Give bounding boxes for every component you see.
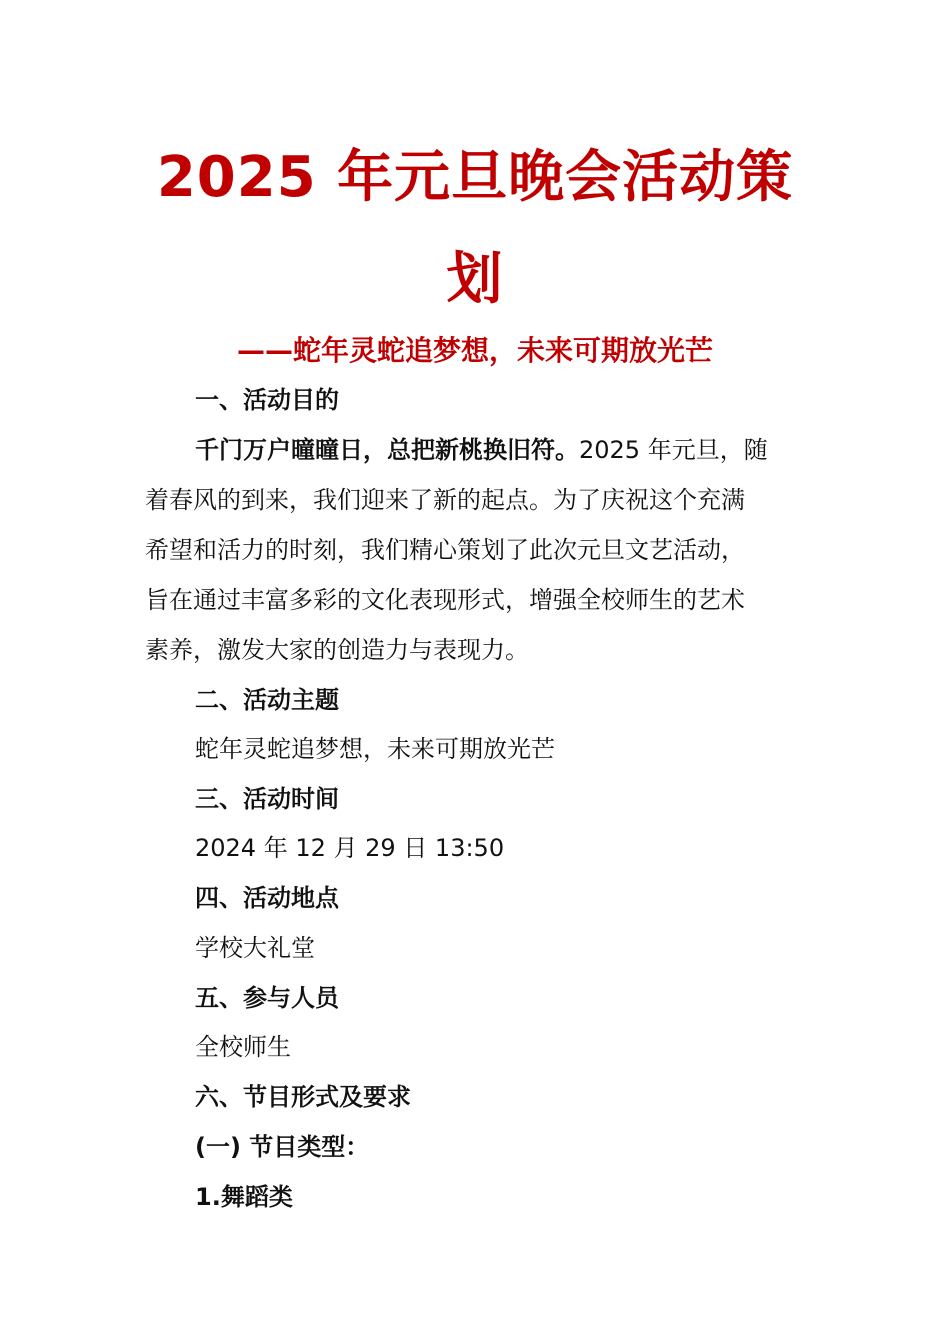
section-heading-participants: 五、参与人员 xyxy=(195,984,339,1012)
section-heading-purpose: 一、活动目的 xyxy=(195,386,339,414)
document-title-line-2: 划 xyxy=(446,247,504,312)
purpose-paragraph-line-2: 着春风的到来，我们迎来了新的起点。为了庆祝这个充满 xyxy=(145,486,745,514)
section-heading-theme: 二、活动主题 xyxy=(195,686,339,714)
location-text: 学校大礼堂 xyxy=(195,934,315,962)
document-title-line-1: 2025 年元旦晚会活动策 xyxy=(156,145,794,210)
subsection-heading-program-types: (一) 节目类型： xyxy=(195,1133,370,1161)
document-subtitle: ——蛇年灵蛇追梦想，未来可期放光芒 xyxy=(236,334,713,367)
purpose-paragraph-line-5: 素养，激发大家的创造力与表现力。 xyxy=(145,636,529,664)
section-heading-time: 三、活动时间 xyxy=(195,785,339,813)
program-type-item-dance: 1.舞蹈类 xyxy=(195,1183,293,1211)
purpose-paragraph-line-1-rest: 2025 年元旦，随 xyxy=(579,436,768,464)
section-heading-program-format: 六、节目形式及要求 xyxy=(195,1083,411,1111)
purpose-paragraph-line-4: 旨在通过丰富多彩的文化表现形式，增强全校师生的艺术 xyxy=(145,586,745,614)
purpose-paragraph-line-3: 希望和活力的时刻，我们精心策划了此次元旦文艺活动， xyxy=(145,536,745,564)
participants-text: 全校师生 xyxy=(195,1033,291,1061)
purpose-poem-quote: 千门万户曈曈日，总把新桃换旧符。 xyxy=(195,436,579,464)
purpose-paragraph-line-1 xyxy=(195,433,768,467)
theme-text: 蛇年灵蛇追梦想，未来可期放光芒 xyxy=(195,735,555,763)
section-heading-location: 四、活动地点 xyxy=(195,884,339,912)
time-text: 2024 年 12 月 29 日 13:50 xyxy=(195,834,505,862)
